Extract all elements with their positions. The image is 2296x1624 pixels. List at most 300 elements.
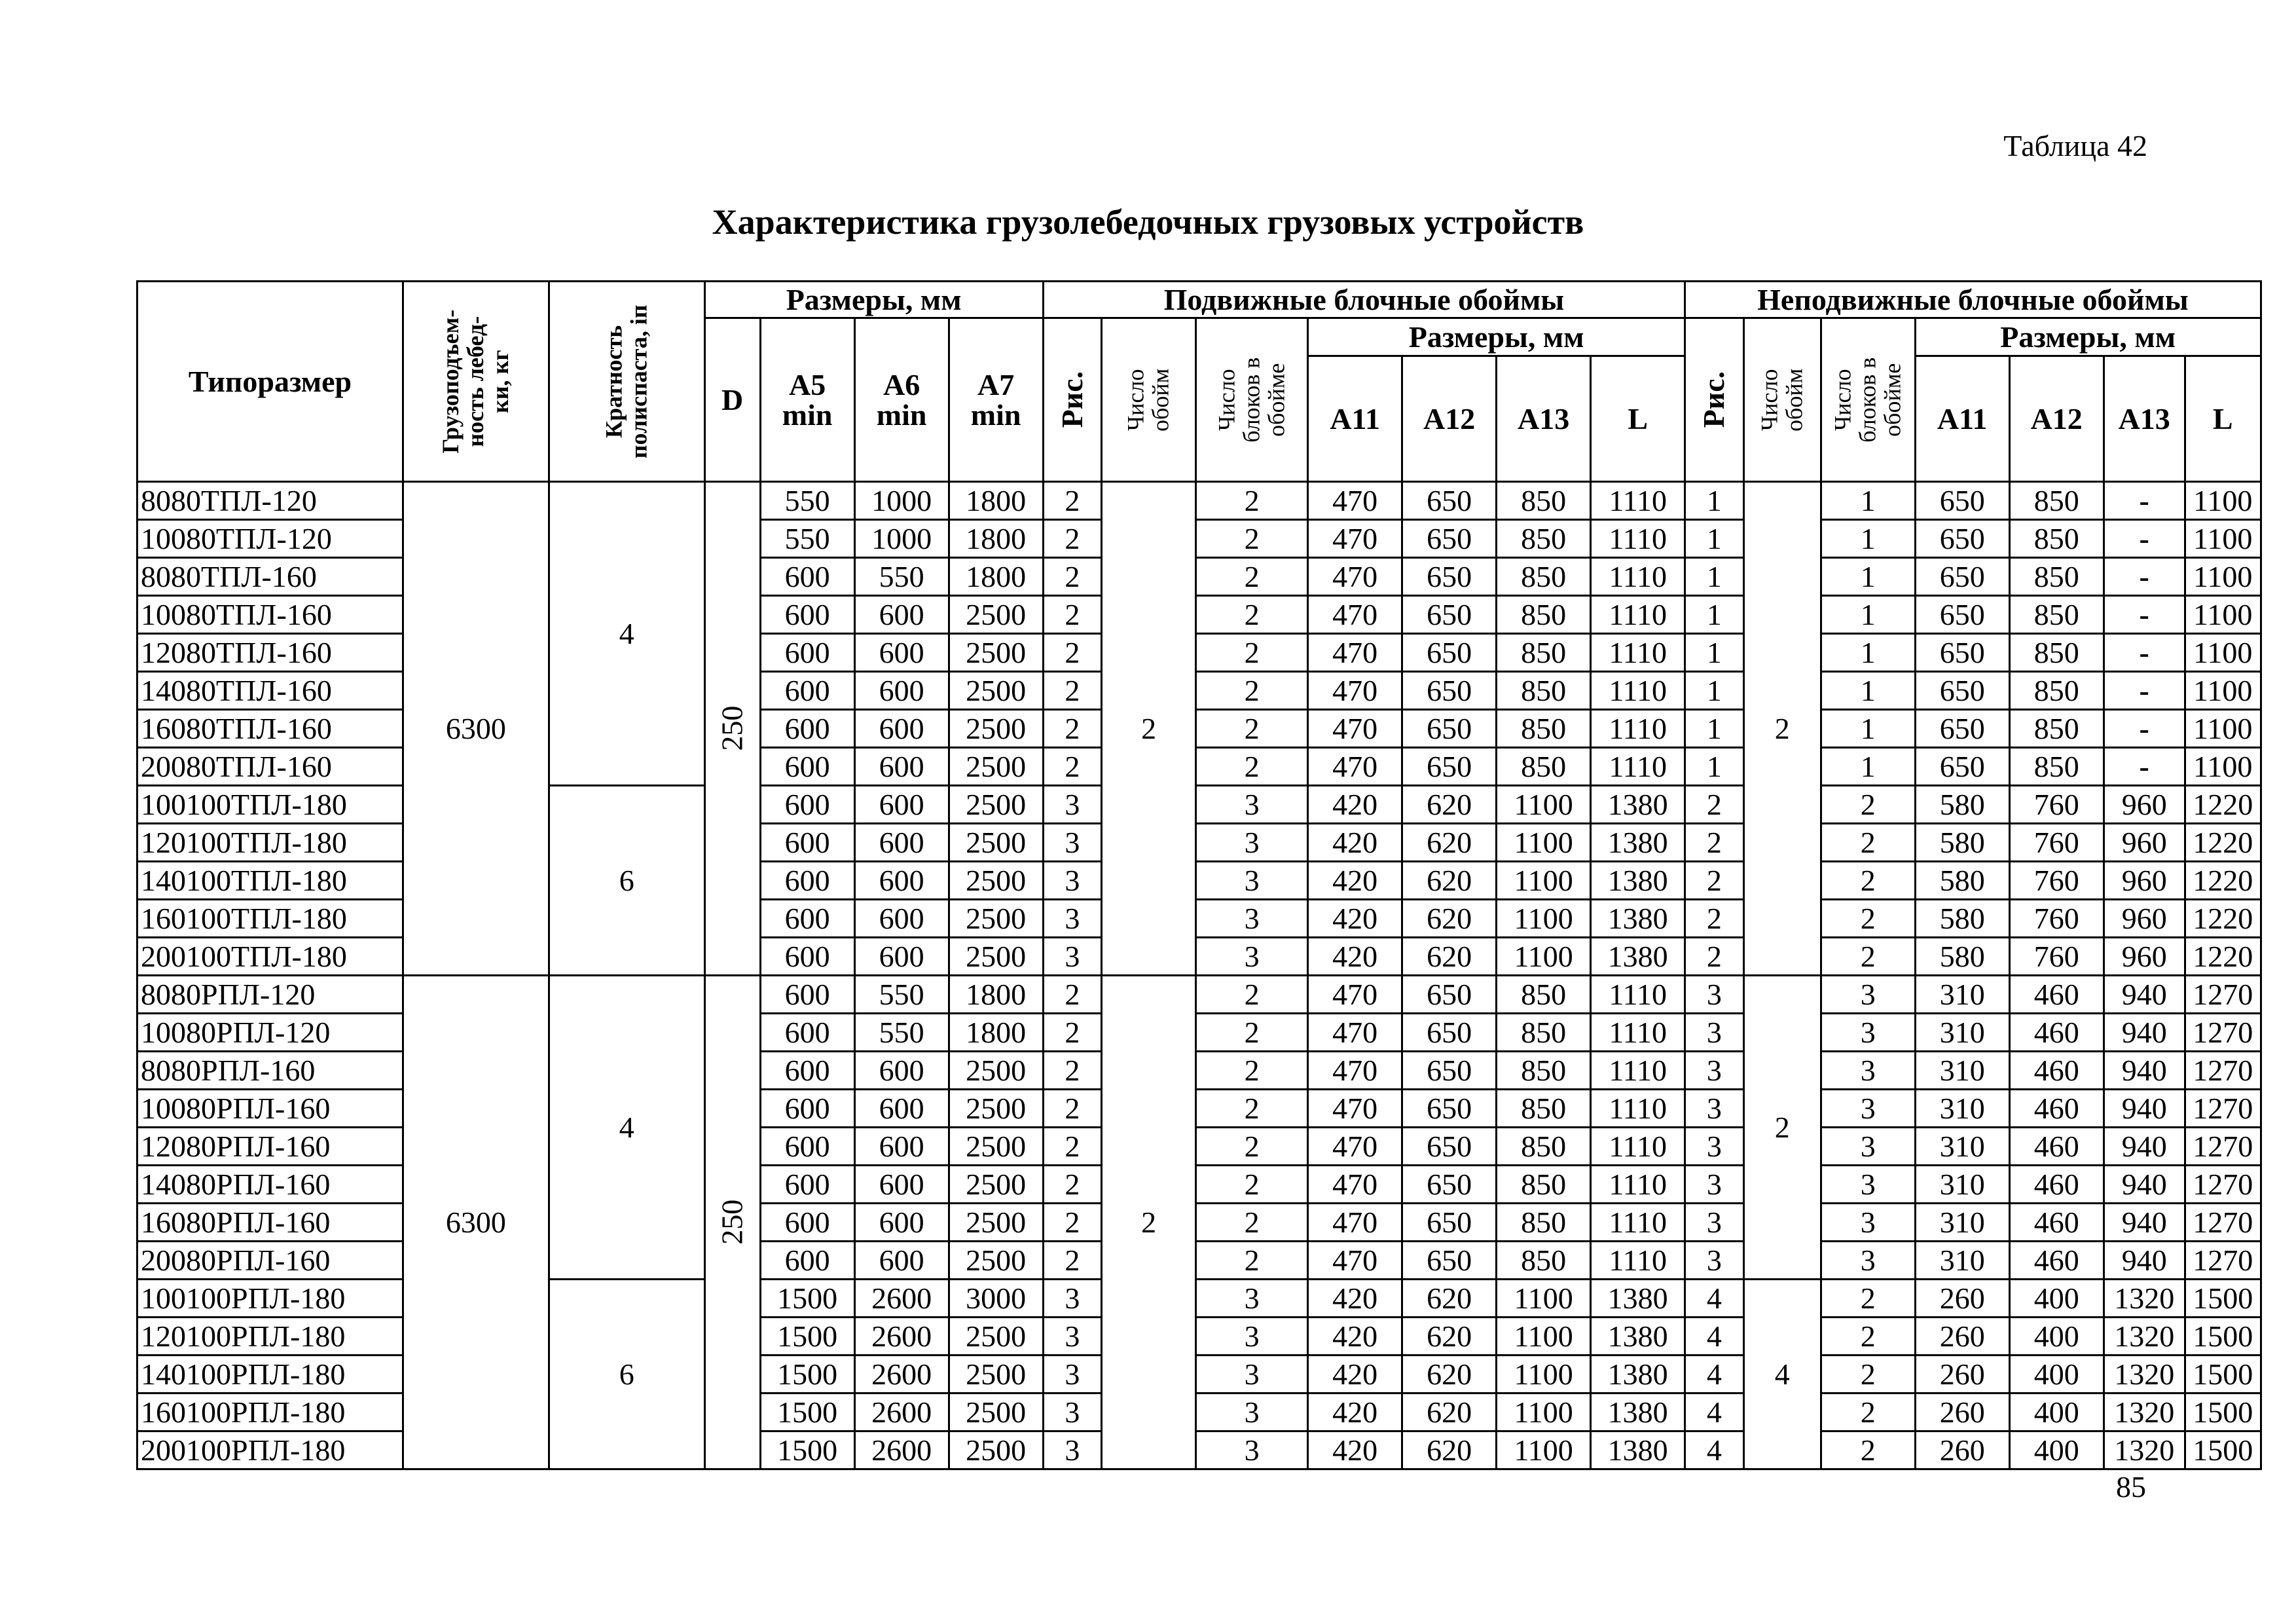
value-cell: 850 bbox=[1497, 1052, 1591, 1090]
value-cell: 3 bbox=[1821, 1204, 1915, 1242]
value-cell: 600 bbox=[760, 786, 854, 824]
value-cell: 3 bbox=[1821, 976, 1915, 1014]
value-cell: - bbox=[2104, 596, 2185, 634]
type-cell: 10080ТПЛ-120 bbox=[137, 520, 403, 558]
capacity-cell: 6300 bbox=[403, 482, 549, 976]
value-cell: 1500 bbox=[2185, 1393, 2261, 1431]
value-cell: 1500 bbox=[760, 1431, 854, 1469]
value-cell: 1000 bbox=[854, 482, 949, 520]
value-cell: 650 bbox=[1915, 558, 2009, 596]
value-cell: 1800 bbox=[949, 1014, 1043, 1052]
value-cell: 420 bbox=[1308, 1431, 1402, 1469]
value-cell: 1380 bbox=[1591, 900, 1685, 938]
value-cell: 1 bbox=[1821, 748, 1915, 786]
moving-clip-count-cell: 2 bbox=[1102, 482, 1196, 976]
value-cell: 2 bbox=[1196, 1128, 1308, 1166]
value-cell: 470 bbox=[1308, 1090, 1402, 1128]
value-cell: 1 bbox=[1685, 710, 1744, 748]
value-cell: 3 bbox=[1685, 1090, 1744, 1128]
value-cell: 1 bbox=[1821, 482, 1915, 520]
value-cell: 1270 bbox=[2185, 1166, 2261, 1204]
value-cell: 650 bbox=[1915, 520, 2009, 558]
value-cell: 2 bbox=[1821, 824, 1915, 862]
type-cell: 8080ТПЛ-160 bbox=[137, 558, 403, 596]
header-a6 bbox=[854, 318, 949, 482]
value-cell: 600 bbox=[760, 1166, 854, 1204]
value-cell: 960 bbox=[2104, 824, 2185, 862]
value-cell: 1800 bbox=[949, 976, 1043, 1014]
fixed-clip-count-cell: 4 bbox=[1743, 1280, 1821, 1469]
value-cell: 3 bbox=[1821, 1128, 1915, 1166]
value-cell: 400 bbox=[2009, 1280, 2104, 1318]
value-cell: 1380 bbox=[1591, 824, 1685, 862]
blocks-line3: обойме bbox=[1263, 363, 1290, 437]
header-fixed-block-count bbox=[1821, 318, 1915, 482]
value-cell: 1270 bbox=[2185, 1204, 2261, 1242]
value-cell: 420 bbox=[1308, 900, 1402, 938]
value-cell: 2500 bbox=[949, 1128, 1043, 1166]
value-cell: 1 bbox=[1685, 558, 1744, 596]
value-cell: 580 bbox=[1915, 862, 2009, 900]
value-cell: 1100 bbox=[1497, 1356, 1591, 1393]
value-cell: 470 bbox=[1308, 596, 1402, 634]
fixed-clip-count-cell: 2 bbox=[1743, 482, 1821, 976]
value-cell: 2500 bbox=[949, 900, 1043, 938]
value-cell: 850 bbox=[1497, 1014, 1591, 1052]
header-fixed-clips: Неподвижные блочные обоймы bbox=[1685, 282, 2261, 318]
value-cell: 940 bbox=[2104, 1128, 2185, 1166]
value-cell: 2 bbox=[1196, 1242, 1308, 1280]
value-cell: 620 bbox=[1402, 862, 1497, 900]
value-cell: 650 bbox=[1915, 634, 2009, 672]
diameter-cell-text: 250 bbox=[715, 1199, 749, 1245]
value-cell: 2 bbox=[1043, 596, 1102, 634]
value-cell: 2500 bbox=[949, 672, 1043, 710]
value-cell: 1100 bbox=[1497, 1431, 1591, 1469]
value-cell: 2 bbox=[1043, 520, 1102, 558]
clip-count-text bbox=[1124, 368, 1174, 431]
value-cell: 620 bbox=[1402, 1431, 1497, 1469]
value-cell: 650 bbox=[1915, 672, 2009, 710]
value-cell: 3 bbox=[1685, 1242, 1744, 1280]
value-cell: 1270 bbox=[2185, 1014, 2261, 1052]
value-cell: 600 bbox=[854, 786, 949, 824]
value-cell: 1110 bbox=[1591, 1128, 1685, 1166]
value-cell: 420 bbox=[1308, 1318, 1402, 1356]
value-cell: 2 bbox=[1685, 824, 1744, 862]
value-cell: 650 bbox=[1402, 482, 1497, 520]
value-cell: 1380 bbox=[1591, 938, 1685, 976]
value-cell: - bbox=[2104, 748, 2185, 786]
value-cell: 620 bbox=[1402, 1318, 1497, 1356]
header-capacity bbox=[403, 282, 549, 482]
value-cell: 650 bbox=[1402, 1242, 1497, 1280]
value-cell: 1 bbox=[1821, 520, 1915, 558]
value-cell: 850 bbox=[2009, 520, 2104, 558]
value-cell: 2 bbox=[1685, 862, 1744, 900]
value-cell: 2500 bbox=[949, 1242, 1043, 1280]
type-cell: 8080РПЛ-120 bbox=[137, 976, 403, 1014]
value-cell: 2 bbox=[1196, 520, 1308, 558]
value-cell: 310 bbox=[1915, 1090, 2009, 1128]
value-cell: 2 bbox=[1196, 1166, 1308, 1204]
header-moving-a12: A12 bbox=[1402, 356, 1497, 482]
value-cell: 1800 bbox=[949, 558, 1043, 596]
value-cell: 4 bbox=[1685, 1318, 1744, 1356]
type-cell: 160100ТПЛ-180 bbox=[137, 900, 403, 938]
value-cell: 850 bbox=[2009, 482, 2104, 520]
value-cell: 850 bbox=[2009, 634, 2104, 672]
header-moving-fig bbox=[1043, 318, 1102, 482]
value-cell: 310 bbox=[1915, 1166, 2009, 1204]
blocks-line2: блоков в bbox=[1854, 357, 1881, 443]
type-cell: 120100ТПЛ-180 bbox=[137, 824, 403, 862]
value-cell: 3 bbox=[1043, 1393, 1102, 1431]
value-cell: 850 bbox=[1497, 672, 1591, 710]
value-cell: 650 bbox=[1402, 976, 1497, 1014]
value-cell: 2500 bbox=[949, 1090, 1043, 1128]
value-cell: 400 bbox=[2009, 1431, 2104, 1469]
value-cell: 1100 bbox=[2185, 520, 2261, 558]
value-cell: 2 bbox=[1043, 558, 1102, 596]
value-cell: 940 bbox=[2104, 1242, 2185, 1280]
value-cell: 1100 bbox=[2185, 482, 2261, 520]
value-cell: 1220 bbox=[2185, 824, 2261, 862]
value-cell: 2 bbox=[1821, 1431, 1915, 1469]
value-cell: 1110 bbox=[1591, 1204, 1685, 1242]
value-cell: 1 bbox=[1685, 596, 1744, 634]
value-cell: 600 bbox=[760, 938, 854, 976]
value-cell: 3 bbox=[1821, 1090, 1915, 1128]
value-cell: 3 bbox=[1043, 824, 1102, 862]
value-cell: - bbox=[2104, 672, 2185, 710]
value-cell: 600 bbox=[760, 596, 854, 634]
diameter-cell-text: 250 bbox=[715, 705, 749, 751]
value-cell: 3 bbox=[1196, 786, 1308, 824]
value-cell: 650 bbox=[1402, 672, 1497, 710]
value-cell: 1110 bbox=[1591, 710, 1685, 748]
value-cell: 1380 bbox=[1591, 1318, 1685, 1356]
value-cell: 2 bbox=[1043, 1166, 1102, 1204]
value-cell: 3 bbox=[1821, 1014, 1915, 1052]
value-cell: 1100 bbox=[1497, 862, 1591, 900]
value-cell: 850 bbox=[1497, 482, 1591, 520]
value-cell: 3 bbox=[1043, 1318, 1102, 1356]
value-cell: 1270 bbox=[2185, 976, 2261, 1014]
value-cell: 1100 bbox=[2185, 748, 2261, 786]
value-cell: 460 bbox=[2009, 1014, 2104, 1052]
min-label: min bbox=[782, 397, 833, 432]
value-cell: 650 bbox=[1402, 710, 1497, 748]
fig-label: Рис. bbox=[1697, 371, 1731, 428]
type-cell: 8080РПЛ-160 bbox=[137, 1052, 403, 1090]
value-cell: 260 bbox=[1915, 1318, 2009, 1356]
value-cell: 850 bbox=[2009, 558, 2104, 596]
value-cell: 580 bbox=[1915, 824, 2009, 862]
value-cell: 310 bbox=[1915, 1242, 2009, 1280]
value-cell: 460 bbox=[2009, 1242, 2104, 1280]
value-cell: - bbox=[2104, 710, 2185, 748]
value-cell: 1320 bbox=[2104, 1356, 2185, 1393]
type-cell: 140100РПЛ-180 bbox=[137, 1356, 403, 1393]
value-cell: 850 bbox=[1497, 1166, 1591, 1204]
type-cell: 8080ТПЛ-120 bbox=[137, 482, 403, 520]
value-cell: 2500 bbox=[949, 1204, 1043, 1242]
value-cell: 3 bbox=[1821, 1052, 1915, 1090]
value-cell: 260 bbox=[1915, 1431, 2009, 1469]
value-cell: 600 bbox=[760, 976, 854, 1014]
header-moving-block-count bbox=[1196, 318, 1308, 482]
value-cell: 420 bbox=[1308, 938, 1402, 976]
value-cell: 600 bbox=[854, 938, 949, 976]
value-cell: 1500 bbox=[760, 1318, 854, 1356]
value-cell: 1110 bbox=[1591, 1090, 1685, 1128]
value-cell: 620 bbox=[1402, 786, 1497, 824]
header-moving-clip-count bbox=[1102, 318, 1196, 482]
value-cell: 650 bbox=[1915, 596, 2009, 634]
value-cell: 1110 bbox=[1591, 672, 1685, 710]
value-cell: 600 bbox=[854, 824, 949, 862]
value-cell: 470 bbox=[1308, 634, 1402, 672]
value-cell: 2500 bbox=[949, 862, 1043, 900]
value-cell: 600 bbox=[760, 558, 854, 596]
fixed-clip-count-cell: 2 bbox=[1743, 976, 1821, 1280]
header-moving-sizes: Размеры, мм bbox=[1308, 318, 1685, 356]
value-cell: 470 bbox=[1308, 1128, 1402, 1166]
value-cell: 1380 bbox=[1591, 1431, 1685, 1469]
table-label: Таблица 42 bbox=[2003, 129, 2147, 162]
value-cell: 650 bbox=[1402, 1128, 1497, 1166]
value-cell: 2 bbox=[1043, 976, 1102, 1014]
value-cell: 650 bbox=[1402, 1014, 1497, 1052]
value-cell: 260 bbox=[1915, 1356, 2009, 1393]
value-cell: 650 bbox=[1402, 1166, 1497, 1204]
value-cell: 2500 bbox=[949, 1166, 1043, 1204]
value-cell: 600 bbox=[854, 634, 949, 672]
value-cell: 2500 bbox=[949, 786, 1043, 824]
min-label: min bbox=[876, 397, 927, 432]
value-cell: 1110 bbox=[1591, 596, 1685, 634]
value-cell: 1380 bbox=[1591, 1356, 1685, 1393]
value-cell: 600 bbox=[854, 1242, 949, 1280]
value-cell: 2 bbox=[1196, 482, 1308, 520]
type-cell: 10080ТПЛ-160 bbox=[137, 596, 403, 634]
value-cell: 3 bbox=[1196, 862, 1308, 900]
value-cell: 1500 bbox=[2185, 1280, 2261, 1318]
value-cell: 550 bbox=[854, 976, 949, 1014]
type-cell: 140100ТПЛ-180 bbox=[137, 862, 403, 900]
value-cell: 850 bbox=[1497, 596, 1591, 634]
value-cell: 470 bbox=[1308, 672, 1402, 710]
value-cell: 1 bbox=[1685, 520, 1744, 558]
value-cell: 600 bbox=[760, 1204, 854, 1242]
value-cell: 1110 bbox=[1591, 482, 1685, 520]
value-cell: 600 bbox=[760, 1052, 854, 1090]
value-cell: 850 bbox=[1497, 1090, 1591, 1128]
value-cell: 1500 bbox=[760, 1280, 854, 1318]
value-cell: 580 bbox=[1915, 786, 2009, 824]
value-cell: 760 bbox=[2009, 862, 2104, 900]
value-cell: 1110 bbox=[1591, 1242, 1685, 1280]
value-cell: 760 bbox=[2009, 824, 2104, 862]
value-cell: 3 bbox=[1196, 1318, 1308, 1356]
value-cell: 2500 bbox=[949, 1356, 1043, 1393]
value-cell: 2 bbox=[1685, 900, 1744, 938]
blocks-line3: обойме bbox=[1879, 363, 1906, 437]
value-cell: 1100 bbox=[2185, 710, 2261, 748]
clips-line1: Число bbox=[1122, 369, 1149, 431]
value-cell: 1500 bbox=[760, 1393, 854, 1431]
value-cell: 1100 bbox=[2185, 634, 2261, 672]
value-cell: 1100 bbox=[1497, 1280, 1591, 1318]
value-cell: 850 bbox=[2009, 596, 2104, 634]
value-cell: 1110 bbox=[1591, 748, 1685, 786]
value-cell: 3 bbox=[1196, 900, 1308, 938]
value-cell: 1 bbox=[1685, 672, 1744, 710]
value-cell: 960 bbox=[2104, 862, 2185, 900]
block-count-text bbox=[1831, 357, 1904, 442]
header-capacity-text bbox=[439, 309, 513, 453]
value-cell: 470 bbox=[1308, 710, 1402, 748]
value-cell: 3 bbox=[1196, 1393, 1308, 1431]
value-cell: 2 bbox=[1685, 938, 1744, 976]
capacity-line2: ность лебед- bbox=[462, 316, 489, 447]
value-cell: 2 bbox=[1821, 862, 1915, 900]
value-cell: 2 bbox=[1685, 786, 1744, 824]
value-cell: 1110 bbox=[1591, 520, 1685, 558]
value-cell: 1320 bbox=[2104, 1393, 2185, 1431]
value-cell: 1 bbox=[1685, 634, 1744, 672]
value-cell: 650 bbox=[1402, 1052, 1497, 1090]
value-cell: 850 bbox=[1497, 710, 1591, 748]
header-multiplicity bbox=[549, 282, 704, 482]
value-cell: 2500 bbox=[949, 1318, 1043, 1356]
type-cell: 160100РПЛ-180 bbox=[137, 1393, 403, 1431]
type-cell: 16080РПЛ-160 bbox=[137, 1204, 403, 1242]
value-cell: 3 bbox=[1685, 1014, 1744, 1052]
table-body bbox=[137, 482, 2261, 1469]
value-cell: 470 bbox=[1308, 748, 1402, 786]
value-cell: 620 bbox=[1402, 1393, 1497, 1431]
value-cell: 850 bbox=[1497, 748, 1591, 786]
header-fixed-fig bbox=[1685, 318, 1744, 482]
value-cell: 940 bbox=[2104, 1014, 2185, 1052]
value-cell: 400 bbox=[2009, 1356, 2104, 1393]
value-cell: 2 bbox=[1821, 1393, 1915, 1431]
min-label: min bbox=[970, 397, 1021, 432]
type-cell: 10080РПЛ-120 bbox=[137, 1014, 403, 1052]
value-cell: 2500 bbox=[949, 748, 1043, 786]
type-cell: 14080ТПЛ-160 bbox=[137, 672, 403, 710]
value-cell: 3 bbox=[1043, 900, 1102, 938]
value-cell: 3 bbox=[1196, 938, 1308, 976]
value-cell: 460 bbox=[2009, 1090, 2104, 1128]
value-cell: 2 bbox=[1196, 558, 1308, 596]
value-cell: 2 bbox=[1043, 482, 1102, 520]
value-cell: 1270 bbox=[2185, 1052, 2261, 1090]
type-cell: 100100РПЛ-180 bbox=[137, 1280, 403, 1318]
type-cell: 20080ТПЛ-160 bbox=[137, 748, 403, 786]
value-cell: 550 bbox=[760, 520, 854, 558]
table-row bbox=[137, 482, 2261, 520]
value-cell: 1110 bbox=[1591, 1052, 1685, 1090]
value-cell: 650 bbox=[1402, 1204, 1497, 1242]
value-cell: 2500 bbox=[949, 634, 1043, 672]
value-cell: 620 bbox=[1402, 1280, 1497, 1318]
value-cell: 1100 bbox=[2185, 596, 2261, 634]
value-cell: 2600 bbox=[854, 1356, 949, 1393]
value-cell: 2 bbox=[1196, 596, 1308, 634]
value-cell: 1100 bbox=[1497, 824, 1591, 862]
value-cell: 2 bbox=[1043, 1090, 1102, 1128]
type-cell: 120100РПЛ-180 bbox=[137, 1318, 403, 1356]
value-cell: 550 bbox=[854, 558, 949, 596]
header-fixed-sizes: Размеры, мм bbox=[1915, 318, 2261, 356]
header-fixed-l: L bbox=[2185, 356, 2261, 482]
value-cell: 1800 bbox=[949, 482, 1043, 520]
value-cell: 460 bbox=[2009, 1204, 2104, 1242]
value-cell: 3 bbox=[1043, 1431, 1102, 1469]
value-cell: 1 bbox=[1821, 634, 1915, 672]
value-cell: 470 bbox=[1308, 1052, 1402, 1090]
value-cell: 600 bbox=[760, 710, 854, 748]
value-cell: 1100 bbox=[2185, 558, 2261, 596]
value-cell: 940 bbox=[2104, 976, 2185, 1014]
value-cell: 3 bbox=[1821, 1242, 1915, 1280]
value-cell: 310 bbox=[1915, 976, 2009, 1014]
value-cell: 470 bbox=[1308, 558, 1402, 596]
value-cell: 600 bbox=[760, 824, 854, 862]
value-cell: 1100 bbox=[1497, 1393, 1591, 1431]
value-cell: 650 bbox=[1402, 1090, 1497, 1128]
value-cell: 3 bbox=[1685, 976, 1744, 1014]
value-cell: 4 bbox=[1685, 1280, 1744, 1318]
mult-line2: полиспаста, iп bbox=[625, 304, 652, 458]
value-cell: 310 bbox=[1915, 1014, 2009, 1052]
value-cell: 420 bbox=[1308, 824, 1402, 862]
value-cell: 2 bbox=[1043, 1204, 1102, 1242]
value-cell: 850 bbox=[1497, 1128, 1591, 1166]
clips-line2: обойм bbox=[1147, 368, 1174, 432]
value-cell: 420 bbox=[1308, 1393, 1402, 1431]
value-cell: 1 bbox=[1821, 596, 1915, 634]
value-cell: 2 bbox=[1196, 1014, 1308, 1052]
value-cell: 1 bbox=[1685, 482, 1744, 520]
blocks-line2: блоков в bbox=[1238, 357, 1265, 443]
mult-line1: Кратность bbox=[600, 325, 627, 438]
value-cell: 2 bbox=[1821, 1318, 1915, 1356]
value-cell: 940 bbox=[2104, 1090, 2185, 1128]
value-cell: 2 bbox=[1043, 672, 1102, 710]
header-d: D bbox=[704, 318, 760, 482]
value-cell: 600 bbox=[854, 1204, 949, 1242]
multiplicity-cell: 4 bbox=[549, 976, 704, 1280]
header-moving-a13: A13 bbox=[1497, 356, 1591, 482]
header-moving-clips: Подвижные блочные обоймы bbox=[1043, 282, 1685, 318]
value-cell: 470 bbox=[1308, 1014, 1402, 1052]
value-cell: 850 bbox=[2009, 748, 2104, 786]
capacity-line3: ки, кг bbox=[486, 350, 513, 413]
value-cell: 1270 bbox=[2185, 1242, 2261, 1280]
value-cell: 620 bbox=[1402, 938, 1497, 976]
value-cell: 1500 bbox=[2185, 1431, 2261, 1469]
value-cell: 850 bbox=[1497, 1204, 1591, 1242]
value-cell: 960 bbox=[2104, 786, 2185, 824]
value-cell: 3 bbox=[1685, 1204, 1744, 1242]
type-cell: 200100РПЛ-180 bbox=[137, 1431, 403, 1469]
value-cell: 420 bbox=[1308, 862, 1402, 900]
value-cell: 2 bbox=[1043, 1128, 1102, 1166]
